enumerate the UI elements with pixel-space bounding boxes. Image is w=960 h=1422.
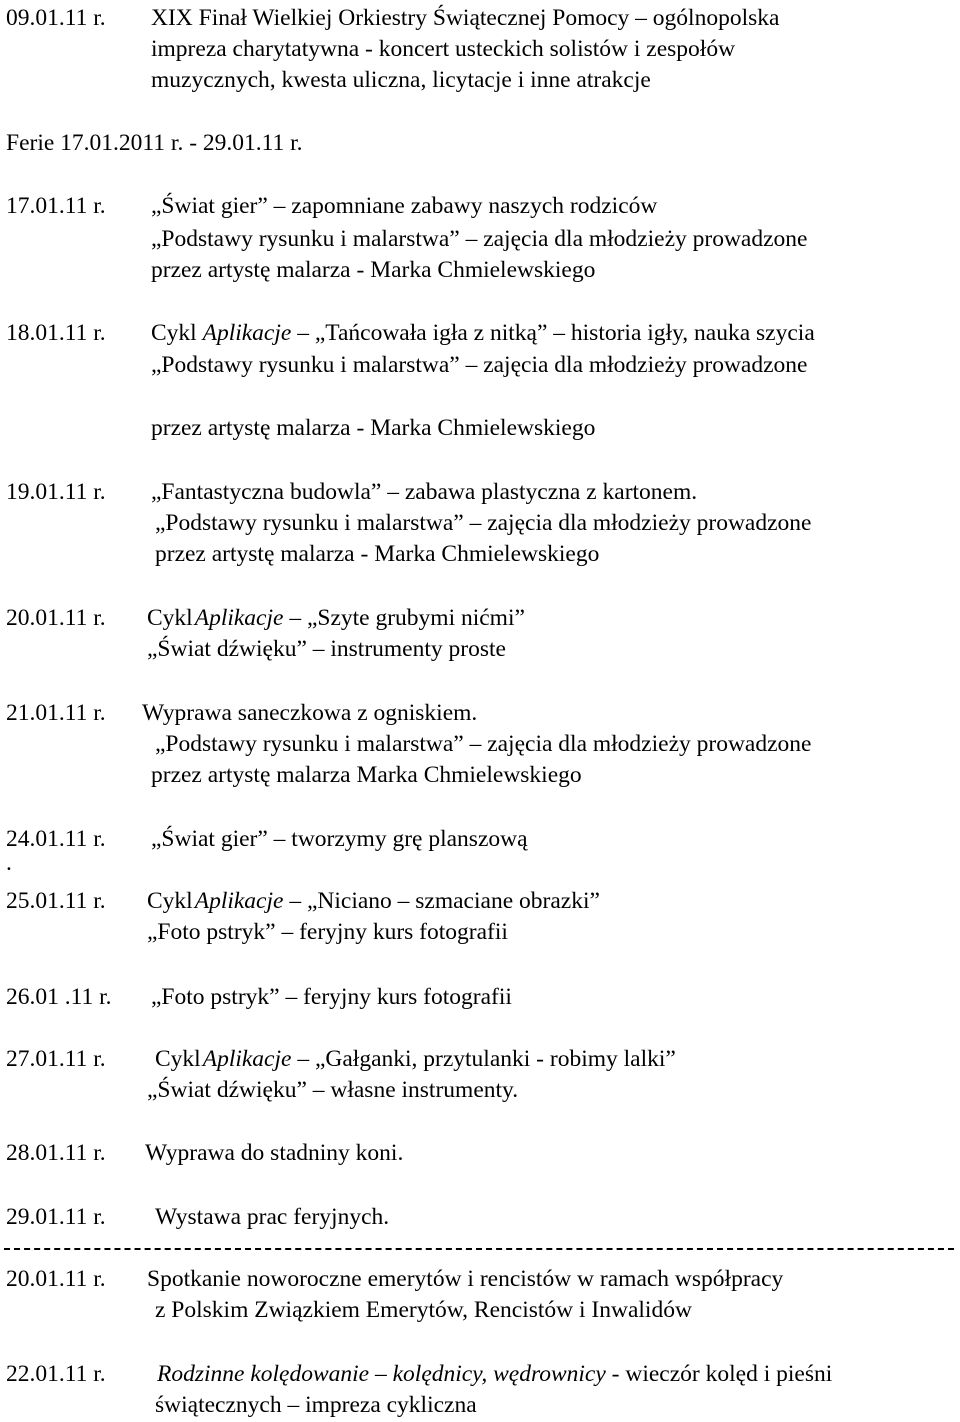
- cycle-name: Aplikacje: [202, 320, 292, 346]
- entry-text: muzycznych, kwesta uliczna, licytacje i inne atrakcje: [151, 67, 651, 93]
- entry-date: 28.01.11 r.: [6, 1140, 106, 1166]
- entry-date: 18.01.11 r.: [6, 320, 106, 346]
- entry-text: „Podstawy rysunku i malarstwa” – zajęcia dla młodzieży prowadzone: [155, 731, 812, 757]
- entry-text: „Świat gier” – zapomniane zabawy naszych rodziców: [151, 193, 658, 219]
- entry-text: Spotkanie noworoczne emerytów i rencistów w ramach współpracy: [147, 1266, 784, 1292]
- entry-date: 09.01.11 r.: [6, 5, 106, 31]
- entry-date: 21.01.11 r.: [6, 700, 106, 726]
- entry-date: 22.01.11 r.: [6, 1361, 106, 1387]
- entry-title-italic: Rodzinne kolędowanie – kolędnicy, wędrownicy: [157, 1361, 606, 1387]
- entry-title: – „Niciano – szmaciane obrazki”: [289, 888, 600, 914]
- entry-text: Wystawa prac feryjnych.: [155, 1204, 390, 1230]
- entry-text: przez artystę malarza - Marka Chmielewskiego: [151, 257, 596, 283]
- cycle-label: Cykl: [147, 605, 193, 631]
- entry-text: „Podstawy rysunku i malarstwa” – zajęcia dla młodzieży prowadzone: [151, 226, 808, 252]
- cycle-label: Cykl: [147, 888, 193, 914]
- entry-text: Wyprawa saneczkowa z ogniskiem.: [142, 700, 478, 726]
- entry-text: „Świat dźwięku” – instrumenty proste: [147, 636, 506, 662]
- entry-text: „Foto pstryk” – feryjny kurs fotografii: [147, 919, 508, 945]
- entry-date: 29.01.11 r.: [6, 1204, 106, 1230]
- entry-title: - wieczór kolęd i pieśni: [611, 1361, 833, 1387]
- entry-text: „Fantastyczna budowla” – zabawa plastyczna z kartonem.: [151, 479, 698, 505]
- entry-text: [155, 1048, 676, 1072]
- entry-date: 24.01.11 r.: [6, 826, 106, 852]
- entry-text: świątecznych – impreza cykliczna: [155, 1392, 477, 1418]
- cycle-name: Aplikacje: [202, 1046, 292, 1072]
- entry-date: 27.01.11 r.: [6, 1046, 106, 1072]
- cycle-label: Cykl: [155, 1046, 201, 1072]
- cycle-label: Cykl: [151, 320, 197, 346]
- entry-title: – „Szyte grubymi nićmi”: [289, 605, 525, 631]
- entry-text: z Polskim Związkiem Emerytów, Rencistów i Inwalidów: [155, 1297, 692, 1323]
- dashed-separator: [4, 1248, 954, 1250]
- entry-date: 25.01.11 r.: [6, 888, 106, 914]
- entry-text: impreza charytatywna - koncert usteckich solistów i zespołów: [151, 36, 736, 62]
- entry-title: – „Tańcowała igła z nitką” – historia igły, nauka szycia: [297, 320, 815, 346]
- entry-text: [147, 607, 525, 631]
- entry-text: „Podstawy rysunku i malarstwa” – zajęcia dla młodzieży prowadzone: [151, 352, 808, 378]
- cycle-name: Aplikacje: [194, 605, 284, 631]
- entry-title: – „Gałganki, przytulanki - robimy lalki”: [297, 1046, 676, 1072]
- entry-date: 19.01.11 r.: [6, 479, 106, 505]
- stray-dot: .: [6, 850, 12, 876]
- entry-text: Wyprawa do stadniny koni.: [145, 1140, 404, 1166]
- entry-text: przez artystę malarza - Marka Chmielewskiego: [155, 541, 600, 567]
- entry-text: „Świat gier” – tworzymy grę planszową: [151, 826, 528, 852]
- entry-text: [147, 890, 600, 914]
- entry-text: „Świat dźwięku” – własne instrumenty.: [147, 1077, 519, 1103]
- entry-date: 26.01 .11 r.: [6, 984, 112, 1010]
- entry-text: „Podstawy rysunku i malarstwa” – zajęcia dla młodzieży prowadzone: [155, 510, 812, 536]
- section-heading: Ferie 17.01.2011 r. - 29.01.11 r.: [6, 130, 303, 156]
- entry-text: przez artystę malarza Marka Chmielewskiego: [151, 762, 582, 788]
- entry-text: „Foto pstryk” – feryjny kurs fotografii: [151, 984, 512, 1010]
- cycle-name: Aplikacje: [194, 888, 284, 914]
- entry-date: 17.01.11 r.: [6, 193, 106, 219]
- entry-text: XIX Finał Wielkiej Orkiestry Świątecznej Pomocy – ogólnopolska: [151, 5, 780, 31]
- entry-text: [157, 1363, 832, 1387]
- entry-date: 20.01.11 r.: [6, 1266, 106, 1292]
- entry-text: [151, 322, 815, 346]
- entry-date: 20.01.11 r.: [6, 605, 106, 631]
- entry-text: przez artystę malarza - Marka Chmielewskiego: [151, 415, 596, 441]
